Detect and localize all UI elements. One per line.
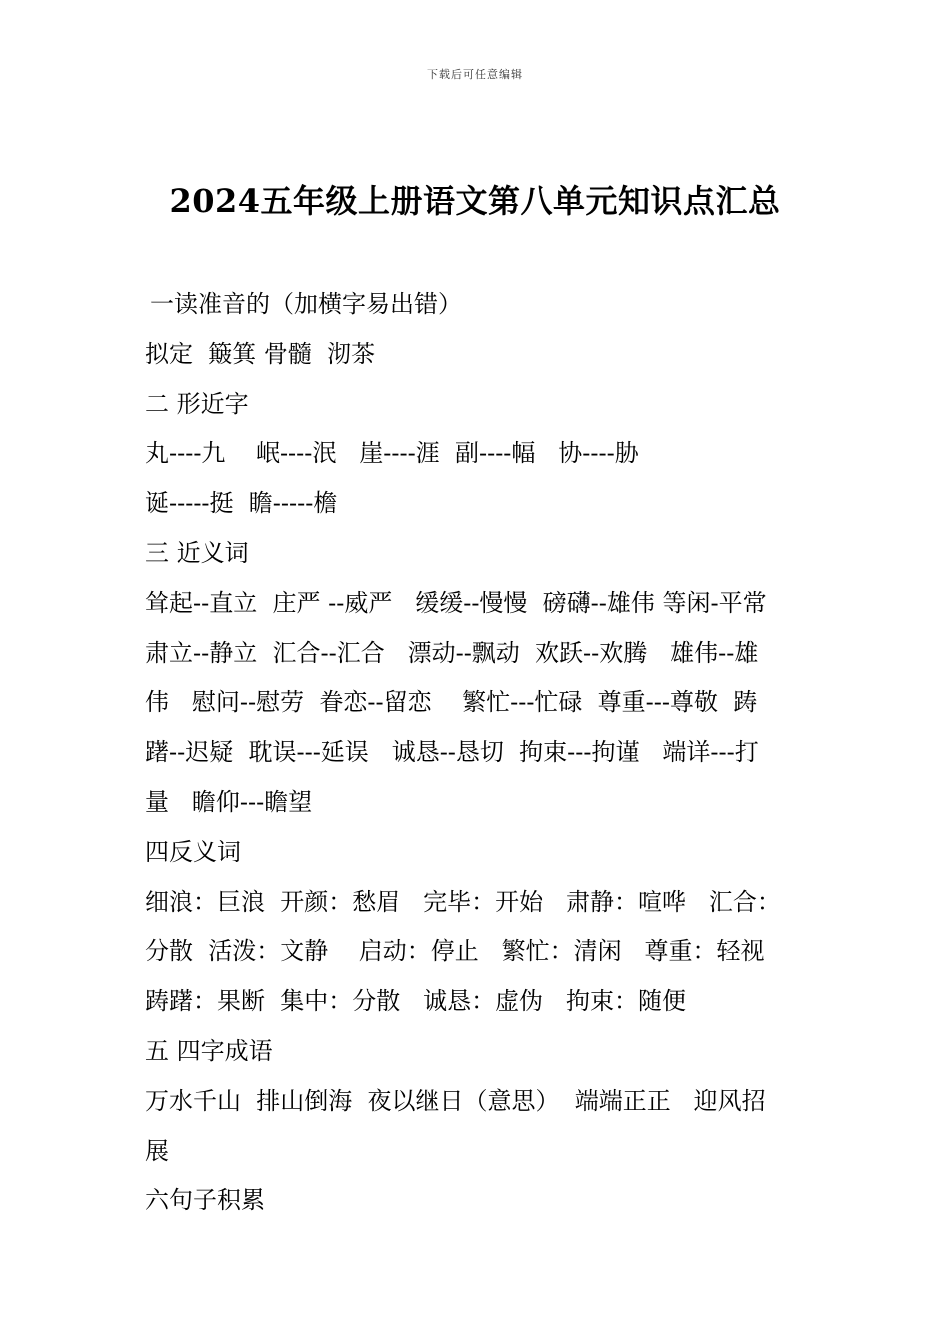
text-line: 踌躇：果断 集中：分散 诚恳：虚伪 拘束：随便 [145, 987, 687, 1016]
heading-antonyms: 四反义词 [145, 837, 241, 866]
document-title: 2024五年级上册语文第八单元知识点汇总 [169, 182, 781, 220]
text-line: 诞-----挺 瞻-----檐 [145, 489, 338, 518]
heading-synonyms: 三 近义词 [145, 538, 249, 567]
text-line: 分散 活泼：文静 启动：停止 繁忙：清闲 尊重：轻视 [145, 937, 765, 966]
text-line: 丸----九 岷----泯 崖----涯 副----幅 协----胁 [145, 439, 639, 468]
heading-similar-characters: 二 形近字 [145, 389, 249, 418]
text-line: 耸起--直立 庄严 --威严 缓缓--慢慢 磅礴--雄伟 等闲-平常 [145, 588, 767, 617]
text-line: 伟 慰问--慰劳 眷恋--留恋 繁忙---忙碌 尊重---尊敬 踌 [145, 688, 758, 717]
text-line: 躇--迟疑 耽误---延误 诚恳--恳切 拘束---拘谨 端详---打 [145, 738, 759, 767]
text-line: 量 瞻仰---瞻望 [145, 787, 313, 816]
heading-pronunciation: 一读准音的（加横字易出错） [150, 290, 462, 318]
page-header: 下载后可任意编辑 [427, 68, 523, 81]
text-line: 万水千山 排山倒海 夜以继日（意思） 端端正正 迎风招 [145, 1086, 766, 1115]
text-line: 展 [145, 1136, 169, 1165]
heading-idioms: 五 四字成语 [145, 1036, 273, 1065]
document-body [145, 280, 810, 1226]
heading-sentences: 六句子积累 [145, 1186, 265, 1215]
text-line: 拟定 簸箕 骨髓 沏茶 [145, 339, 376, 368]
text-line: 细浪：巨浪 开颜：愁眉 完毕：开始 肃静：喧哗 汇合： [145, 887, 781, 916]
text-line: 肃立--静立 汇合--汇合 漂动--飘动 欢跃--欢腾 雄伟--雄 [145, 638, 759, 667]
